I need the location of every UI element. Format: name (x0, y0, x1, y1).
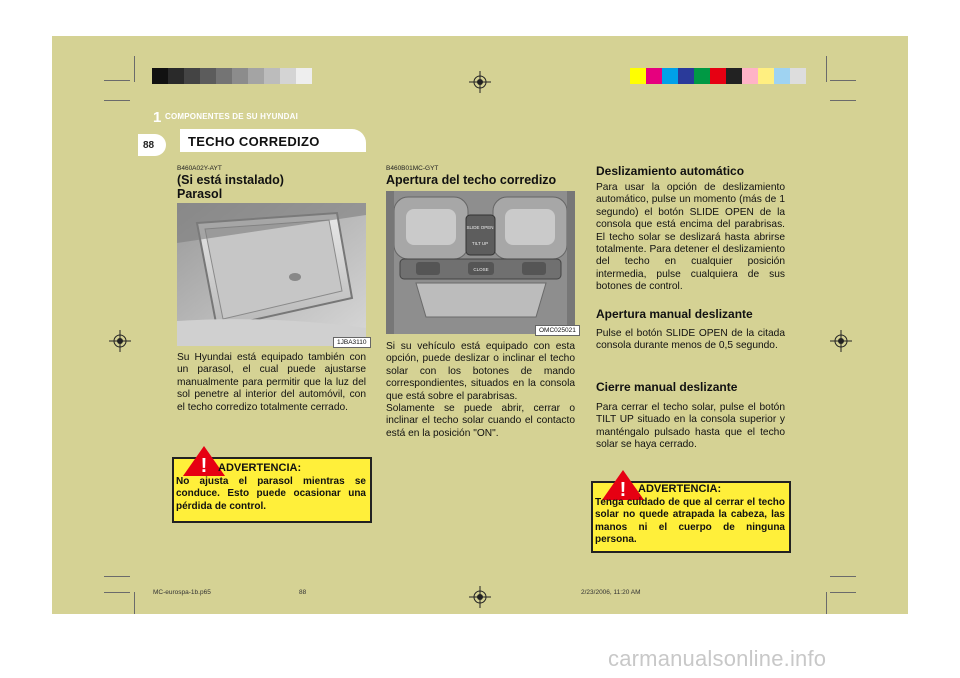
registration-mark-icon (109, 330, 131, 352)
crop-mark (104, 592, 130, 593)
calibration-swatch (742, 68, 758, 84)
registration-mark-icon (830, 330, 852, 352)
calibration-swatch (630, 68, 646, 84)
heading-line: Parasol (177, 187, 223, 201)
calibration-swatch (184, 68, 200, 84)
calibration-swatch (726, 68, 742, 84)
calibration-swatch (280, 68, 296, 84)
calibration-swatch (710, 68, 726, 84)
calibration-swatch (758, 68, 774, 84)
color-calibration-bar (630, 68, 806, 84)
calibration-swatch (646, 68, 662, 84)
apertura-paragraph (386, 341, 575, 440)
heading-apertura: Apertura del techo corredizo (386, 173, 557, 187)
calibration-swatch (678, 68, 694, 84)
sunshade-photo (177, 203, 366, 346)
sunroof-interior-illustration (177, 203, 366, 346)
calibration-swatch (774, 68, 790, 84)
calibration-swatch (264, 68, 280, 84)
calibration-swatch (248, 68, 264, 84)
crop-mark (830, 80, 856, 81)
svg-text:!: ! (200, 455, 208, 477)
calibration-swatch (200, 68, 216, 84)
footer-file: MC-eurospa-1b.p65 (153, 589, 211, 596)
calibration-swatch (152, 68, 168, 84)
heading-parasol (177, 173, 367, 201)
footer-datetime: 2/23/2006, 11:20 AM (581, 589, 641, 596)
crop-mark (830, 576, 856, 577)
svg-text:!: ! (619, 479, 627, 501)
calibration-swatch (168, 68, 184, 84)
watermark-text: carmanualsonline.info (608, 646, 827, 671)
reference-code: B460B01MC-GYT (386, 165, 439, 172)
figure-id: 1JBA3110 (333, 337, 371, 348)
overhead-console-photo (386, 191, 575, 334)
chapter-number: 1 (153, 109, 162, 126)
warning-title: ADVERTENCIA: (218, 462, 302, 474)
registration-mark-icon (469, 586, 491, 608)
calibration-swatch (662, 68, 678, 84)
gray-calibration-bar (152, 68, 312, 84)
heading-apertura-manual: Apertura manual deslizante (596, 307, 753, 321)
heading-deslizamiento: Deslizamiento automático (596, 164, 745, 178)
crop-mark (830, 592, 856, 593)
crop-mark (826, 56, 827, 82)
warning-text: Tenga cuidado de que al cerrar el techo solar no quede atrapada la cabeza, las manos ni el cuerpo de ninguna persona. (595, 497, 785, 545)
registration-mark-icon (469, 71, 491, 93)
calibration-swatch (232, 68, 248, 84)
crop-mark (104, 80, 130, 81)
console-label: CLOSE (473, 267, 489, 272)
calibration-swatch (790, 68, 806, 84)
crop-mark (830, 100, 856, 101)
crop-mark (104, 100, 130, 101)
heading-line: (Si está instalado) (177, 173, 284, 187)
console-label: TILT UP (471, 241, 489, 246)
cierre-manual-paragraph: Para cerrar el techo solar, pulse el botón TILT UP situado en la consola superior y manténgalo pulsado hasta que el techo solar se haya cerrado. (596, 402, 785, 451)
reference-code: B460A02Y-AYT (177, 165, 222, 172)
calibration-swatch (694, 68, 710, 84)
calibration-swatch (296, 68, 312, 84)
warning-title: ADVERTENCIA: (638, 483, 722, 495)
parasol-paragraph: Su Hyundai está equipado también con un parasol, el cual puede ajustarse manualmente para permitir que la luz del sol penetre al interior del automóvil, con el techo corredizo totalmente cerrado. (177, 352, 366, 413)
footer-page: 88 (299, 589, 307, 596)
overhead-console-illustration (386, 191, 575, 334)
apertura-paragraph-text: Si su vehículo está equipado con esta opción, puede deslizar o inclinar el techo solar con los botones de mando correspondientes, situados en la consola que está sobre el parabrisas. Solamente se puede abrir, cerrar o inclinar el techo solar cuando el contacto está en la posición "ON". (386, 341, 575, 439)
figure-id: OMC025021 (535, 325, 580, 336)
calibration-swatch (216, 68, 232, 84)
page-number: 88 (143, 140, 155, 151)
heading-cierre-manual: Cierre manual deslizante (596, 380, 738, 394)
chapter-title: COMPONENTES DE SU HYUNDAI (165, 112, 299, 121)
crop-mark (104, 576, 130, 577)
section-title: TECHO CORREDIZO (188, 134, 320, 149)
apertura-manual-paragraph: Pulse el botón SLIDE OPEN de la citada consola durante menos de 0,5 segundo. (596, 328, 785, 352)
warning-text: No ajusta el parasol mientras se conduce. Esto puede ocasionar una pérdida de control. (176, 476, 366, 512)
crop-mark (134, 56, 135, 82)
deslizamiento-paragraph: Para usar la opción de deslizamiento automático, pulse un momento (más de 1 segundo) el botón SLIDE OPEN de la consola que está encima del parabrisas. El techo solar se deslizará hasta abrirse totalmente. Para detener el deslizamiento del techo en cualquier posición intermedia, pulse cualquiera de sus botones de control. (596, 182, 785, 293)
console-label: SLIDE OPEN (466, 225, 494, 230)
